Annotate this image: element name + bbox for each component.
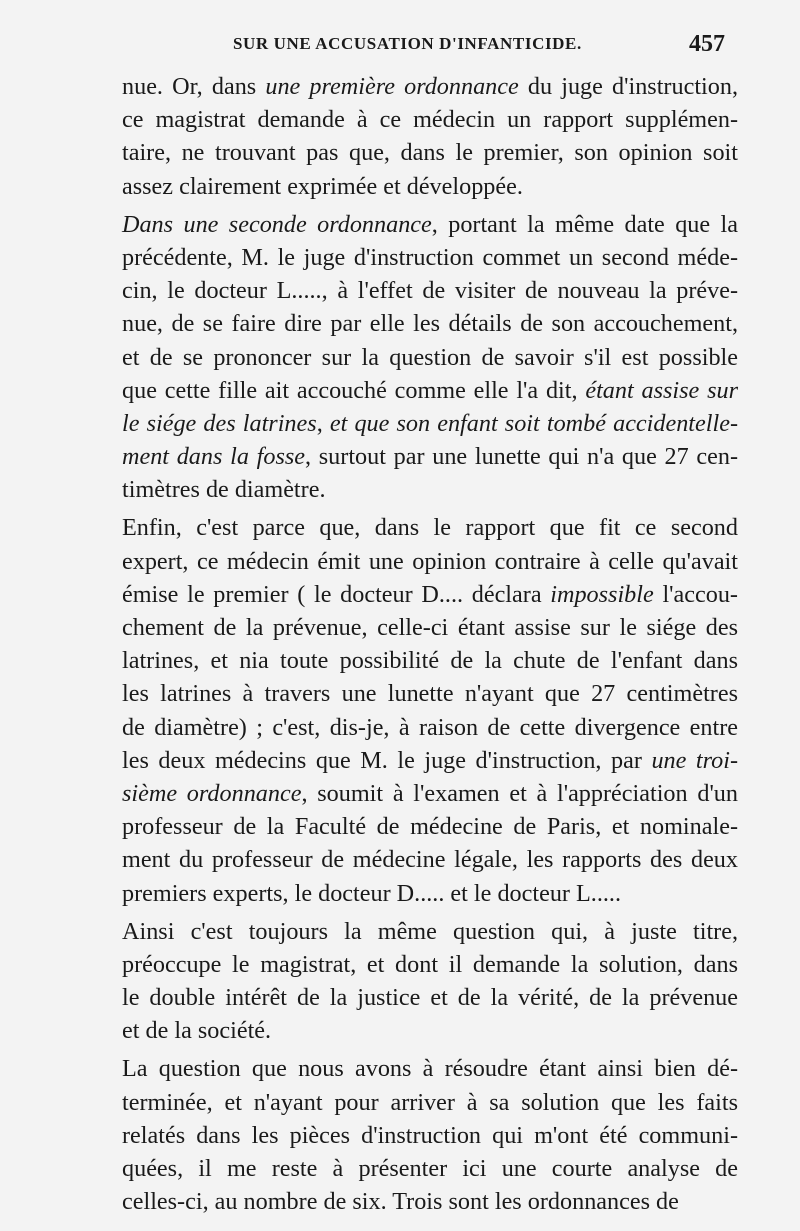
text-line xyxy=(122,103,738,136)
text-run: que cette fille ait accouché comme elle l'a dit, xyxy=(122,376,586,404)
italic-text: impossible xyxy=(550,580,654,608)
text-line xyxy=(122,208,738,241)
running-title: SUR UNE ACCUSATION D'INFANTICIDE. xyxy=(233,34,582,53)
text-line xyxy=(122,511,738,544)
text-line xyxy=(122,307,738,340)
text-run: du juge d'instruction, xyxy=(518,73,738,100)
italic-text: une troi- xyxy=(651,746,738,774)
text-line xyxy=(122,1086,738,1119)
paragraph xyxy=(122,1052,738,1218)
text-run: premiers experts, le docteur D..... et le docteur L..... xyxy=(122,879,622,907)
text-run: relatés dans les pièces d'instruction qui m'ont été communi- xyxy=(122,1121,738,1149)
text-run: ment du professeur de médecine légale, les rapports des deux xyxy=(122,846,738,874)
paragraph xyxy=(122,70,738,203)
text-run: celles-ci, au nombre de six. Trois sont les ordonnances de xyxy=(122,1188,679,1216)
text-run: l'accou- xyxy=(653,580,738,608)
italic-text: Dans une seconde ordonnance xyxy=(122,210,432,238)
body-text xyxy=(122,70,738,1218)
text-run: le double intérêt de la justice et de la vérité, de la prévenue xyxy=(122,984,738,1012)
text-run: professeur de la Faculté de médecine de Paris, et nominale- xyxy=(122,813,738,841)
text-run: émise le premier ( le docteur D.... déclara xyxy=(122,580,551,608)
text-line xyxy=(122,948,738,981)
italic-text: sième ordonnance xyxy=(122,779,302,807)
text-line xyxy=(122,473,738,506)
page-number: 457 xyxy=(689,31,725,57)
text-run: Ainsi c'est toujours la même question qui, à juste titre, xyxy=(122,917,738,945)
text-line xyxy=(122,241,738,274)
text-line xyxy=(122,1152,738,1185)
text-line xyxy=(122,611,738,644)
text-line xyxy=(122,981,738,1014)
text-run: , xyxy=(316,409,330,437)
text-run: ce magistrat demande à ce médecin un rapport supplémen- xyxy=(122,106,738,134)
text-run: cin, le docteur L....., à l'effet de visiter de nouveau la préve- xyxy=(122,277,738,305)
text-run: nue, de se faire dire par elle les détails de son accouchement, xyxy=(122,310,738,338)
text-line xyxy=(122,70,738,103)
text-run: de diamètre) ; c'est, dis-je, à raison de cette divergence entre xyxy=(122,713,738,741)
text-run: nue. Or, dans xyxy=(122,73,266,100)
italic-text: et que son enfant soit tombé accidentelle- xyxy=(329,409,738,437)
text-line xyxy=(122,677,738,710)
text-run: assez clairement exprimée et développée. xyxy=(122,172,523,200)
text-run: préoccupe le magistrat, et dont il demande la solution, dans xyxy=(122,950,738,978)
text-run: quées, il me reste à présenter ici une courte analyse de xyxy=(122,1155,738,1182)
text-line xyxy=(122,545,738,578)
italic-text: une première ordonnance xyxy=(265,73,519,100)
text-line xyxy=(122,915,738,948)
text-line xyxy=(122,578,738,611)
italic-text: le siége des latrines xyxy=(122,409,317,437)
italic-text: étant assise sur xyxy=(585,376,738,404)
text-line xyxy=(122,440,738,473)
text-line xyxy=(122,777,738,810)
text-run: , portant la même date que la xyxy=(431,210,738,238)
text-run: Enfin, c'est parce que, dans le rapport que fit ce second xyxy=(122,514,738,542)
text-run: timètres de diamètre. xyxy=(122,476,326,504)
text-line xyxy=(122,843,738,876)
text-line xyxy=(122,877,738,910)
text-run: latrines, et nia toute possibilité de la chute de l'enfant dans xyxy=(122,647,738,675)
text-run: La question que nous avons à résoudre étant ainsi bien dé- xyxy=(122,1055,738,1083)
text-line xyxy=(122,136,738,169)
running-head xyxy=(0,31,800,64)
text-line xyxy=(122,711,738,744)
text-run: terminée, et n'ayant pour arriver à sa solution que les faits xyxy=(122,1088,738,1116)
text-run: et de se prononcer sur la question de savoir s'il est possible xyxy=(122,343,738,371)
text-run: expert, ce médecin émit une opinion contraire à celle qu'avait xyxy=(122,547,738,575)
text-run: les deux médecins que M. le juge d'instruction, par xyxy=(122,746,652,774)
text-line xyxy=(122,407,738,440)
paragraph xyxy=(122,208,738,507)
text-line xyxy=(122,274,738,307)
text-line xyxy=(122,810,738,843)
text-line xyxy=(122,1185,738,1218)
paragraph xyxy=(122,915,738,1048)
text-line xyxy=(122,1014,738,1047)
paragraph xyxy=(122,511,738,909)
text-run: les latrines à travers une lunette n'ayant que 27 centimètres xyxy=(122,680,738,708)
text-line xyxy=(122,644,738,677)
text-line xyxy=(122,1052,738,1085)
text-run: et de la société. xyxy=(122,1017,272,1045)
text-line xyxy=(122,170,738,203)
text-run: , soumit à l'examen et à l'appréciation d'un xyxy=(301,779,738,807)
text-run: taire, ne trouvant pas que, dans le premier, son opinion soit xyxy=(122,139,738,167)
text-run: , surtout par une lunette qui n'a que 27 cen- xyxy=(305,443,739,471)
text-run: précédente, M. le juge d'instruction commet un second méde- xyxy=(122,243,738,271)
text-line xyxy=(122,341,738,374)
text-line xyxy=(122,744,738,777)
text-run: chement de la prévenue, celle-ci étant assise sur le siége des xyxy=(122,614,738,641)
italic-text: ment dans la fosse xyxy=(122,443,306,471)
text-line xyxy=(122,1119,738,1152)
text-line xyxy=(122,374,738,407)
